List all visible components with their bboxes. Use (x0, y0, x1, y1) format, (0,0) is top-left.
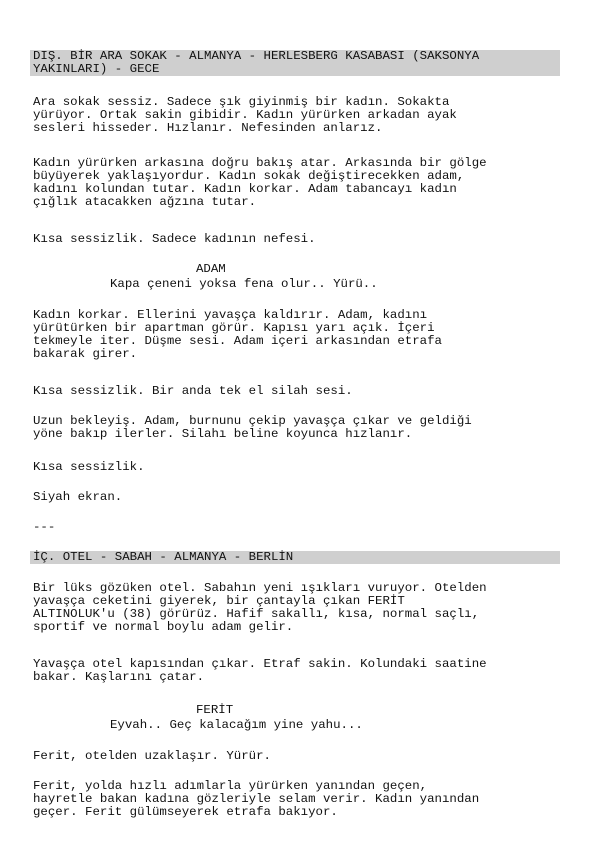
scene-heading-2: İÇ. OTEL - SABAH - ALMANYA - BERLİN (30, 551, 560, 564)
action-paragraph: Kadın yürürken arkasına doğru bakış atar. Arkasında bir gölge büyüyerek yaklaşıyordur. Kadın sokak değiştirecekken adam, kadını kolundan tutar. Kadın korkar. Adam tabancayı kadın çığlık atacakken ağzına tutar. (33, 156, 487, 209)
action-paragraph: Ara sokak sessiz. Sadece şık giyinmiş bir kadın. Sokakta yürüyor. Ortak sakin gibidir. Kadın yürürken arkadan ayak sesleri hisseder. Hızlanır. Nefesinden anlarız. (33, 95, 457, 135)
scene-heading-1: DIŞ. BİR ARA SOKAK - ALMANYA - HERLESBERG KASABASI (SAKSONYA YAKINLARI) - GECE (30, 50, 560, 76)
action-paragraph: Bir lüks gözüken otel. Sabahın yeni ışıkları vuruyor. Otelden yavaşça ceketini giyerek, bir çantayla çıkan FERİT ALTINOLUK'u (38) görürüz. Hafif sakallı, kısa, normal saçlı, sportif ve normal boylu adam gelir. (33, 581, 487, 634)
action-paragraph: Kısa sessizlik. (33, 460, 145, 474)
dialogue-line: Eyvah.. Geç kalacağım yine yahu... (110, 718, 363, 732)
action-paragraph: Yavaşça otel kapısından çıkar. Etraf sakin. Kolundaki saatine bakar. Kaşlarını çatar. (33, 657, 487, 684)
dialogue-line: Kapa çeneni yoksa fena olur.. Yürü.. (110, 277, 378, 291)
action-paragraph: Ferit, yolda hızlı adımlarla yürürken yanından geçen, hayretle bakan kadına gözleriyle selam verir. Kadın yanından geçer. Ferit gülümseyerek etrafa bakıyor. (33, 779, 480, 819)
action-paragraph: Siyah ekran. (33, 490, 123, 504)
action-paragraph: Kadın korkar. Ellerini yavaşça kaldırır. Adam, kadını yürütürken bir apartman görür. Kapısı yarı açık. İçeri tekmeyle iter. Düşme sesi. Adam içeri arkasından etrafa bakarak girer. (33, 308, 442, 361)
character-name: FERİT (196, 703, 234, 717)
action-paragraph: Uzun bekleyiş. Adam, burnunu çekip yavaşça çıkar ve geldiği yöne bakıp ilerler. Silahı beline koyunca hızlanır. (33, 414, 472, 441)
character-name: ADAM (196, 262, 226, 276)
action-paragraph: Ferit, otelden uzaklaşır. Yürür. (33, 749, 271, 763)
action-paragraph: Kısa sessizlik. Sadece kadının nefesi. (33, 232, 316, 246)
action-paragraph: Kısa sessizlik. Bir anda tek el silah sesi. (33, 384, 353, 398)
separator: --- (33, 520, 56, 534)
